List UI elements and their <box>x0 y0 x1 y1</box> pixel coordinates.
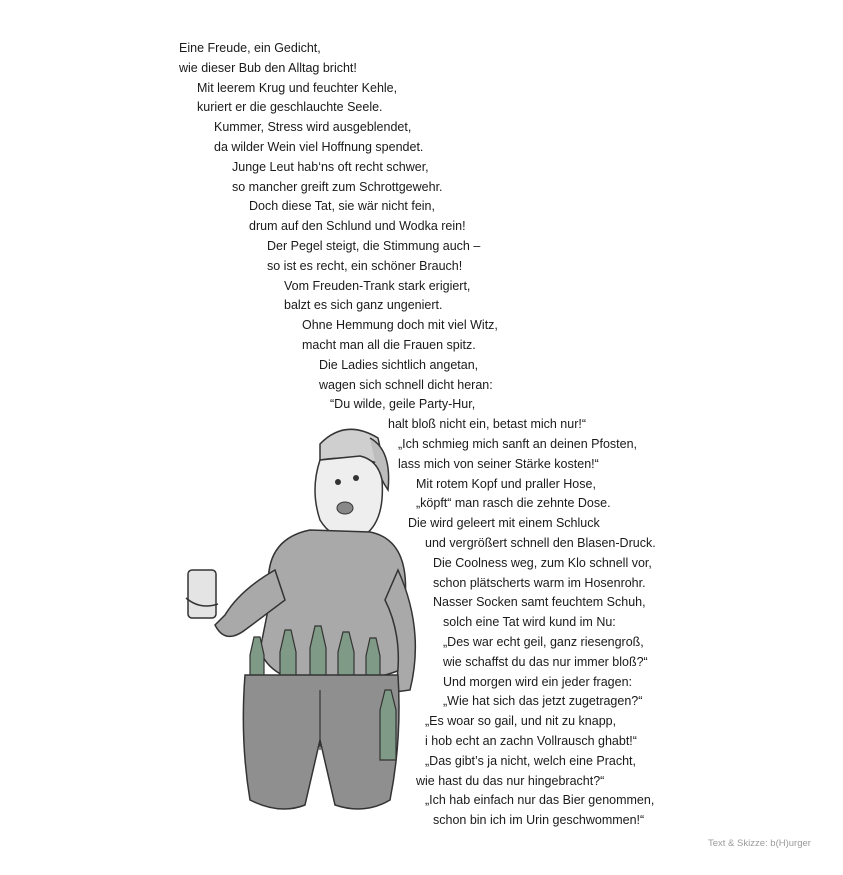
poem-line: “Du wilde, geile Party-Hur, <box>330 397 476 412</box>
poem-line: wie schaffst du das nur immer bloß?“ <box>443 654 648 669</box>
poem-line: Nasser Socken samt feuchtem Schuh, <box>433 595 646 610</box>
poem-line: Eine Freude, ein Gedicht, <box>179 41 321 55</box>
poem-line: drum auf den Schlund und Wodka rein! <box>249 219 466 234</box>
poem-line: kuriert er die geschlauchte Seele. <box>197 100 383 115</box>
poem-line: lass mich von seiner Stärke kosten!“ <box>398 456 599 471</box>
poem-line: Der Pegel steigt, die Stimmung auch – <box>267 239 481 253</box>
poem-line: wie dieser Bub den Alltag bricht! <box>179 60 357 75</box>
poem-line: wagen sich schnell dicht heran: <box>319 377 493 392</box>
poem-line: Kummer, Stress wird ausgeblendet, <box>214 120 412 135</box>
poem-line: „Wie hat sich das jetzt zugetragen?“ <box>443 694 643 709</box>
poem-line: so ist es recht, ein schöner Brauch! <box>267 258 463 273</box>
poem-line: i hob echt an zachn Vollrausch ghabt!“ <box>425 734 637 748</box>
poem-line: „köpft“ man rasch die zehnte Dose. <box>416 496 611 511</box>
poem-line: solch eine Tat wird kund im Nu: <box>443 615 616 630</box>
man-figure-icon <box>186 429 415 809</box>
poem-line: balzt es sich ganz ungeniert. <box>284 298 443 313</box>
poem-line: wie hast du das nur hingebracht?“ <box>416 773 605 788</box>
poem-line: da wilder Wein viel Hoffnung spendet. <box>214 140 424 154</box>
poem-line: „Es woar so gail, und nit zu knapp, <box>425 714 617 729</box>
poem-line: Mit rotem Kopf und praller Hose, <box>416 476 596 491</box>
poem-line: Die wird geleert mit einem Schluck <box>408 516 600 531</box>
poem-line: so mancher greift zum Schrottgewehr. <box>232 179 443 194</box>
poem-line: „Ich hab einfach nur das Bier genommen, <box>425 793 655 808</box>
poem-line: Mit leerem Krug und feuchter Kehle, <box>197 80 398 95</box>
poem-line: Ohne Hemmung doch mit viel Witz, <box>302 318 498 333</box>
poem-line: „Das gibt’s ja nicht, welch eine Pracht, <box>425 753 636 768</box>
poem-line: halt bloß nicht ein, betast mich nur!“ <box>388 417 587 432</box>
poem-line: schon bin ich im Urin geschwommen!“ <box>433 813 645 828</box>
poem-line: Doch diese Tat, sie wär nicht fein, <box>249 199 435 214</box>
poem-line: Vom Freuden-Trank stark erigiert, <box>284 278 471 293</box>
poem-line: schon plätscherts warm im Hosenrohr. <box>433 575 646 590</box>
poem-line: Junge Leut hab‘ns oft recht schwer, <box>232 159 429 174</box>
author-credit: Text & Skizze: b(H)urger <box>708 838 811 849</box>
poem-line: Die Coolness weg, zum Klo schnell vor, <box>433 555 652 570</box>
poem-line: „Des war echt geil, ganz riesengroß, <box>443 635 644 649</box>
poem-line: Und morgen wird ein jeder fragen: <box>443 674 632 689</box>
poem-line: und vergrößert schnell den Blasen-Druck. <box>425 536 656 550</box>
poem-line: „Ich schmieg mich sanft an deinen Pfosten, <box>398 437 638 451</box>
poem-line: macht man all die Frauen spitz. <box>302 338 476 352</box>
poem-line: Die Ladies sichtlich angetan, <box>319 357 479 372</box>
